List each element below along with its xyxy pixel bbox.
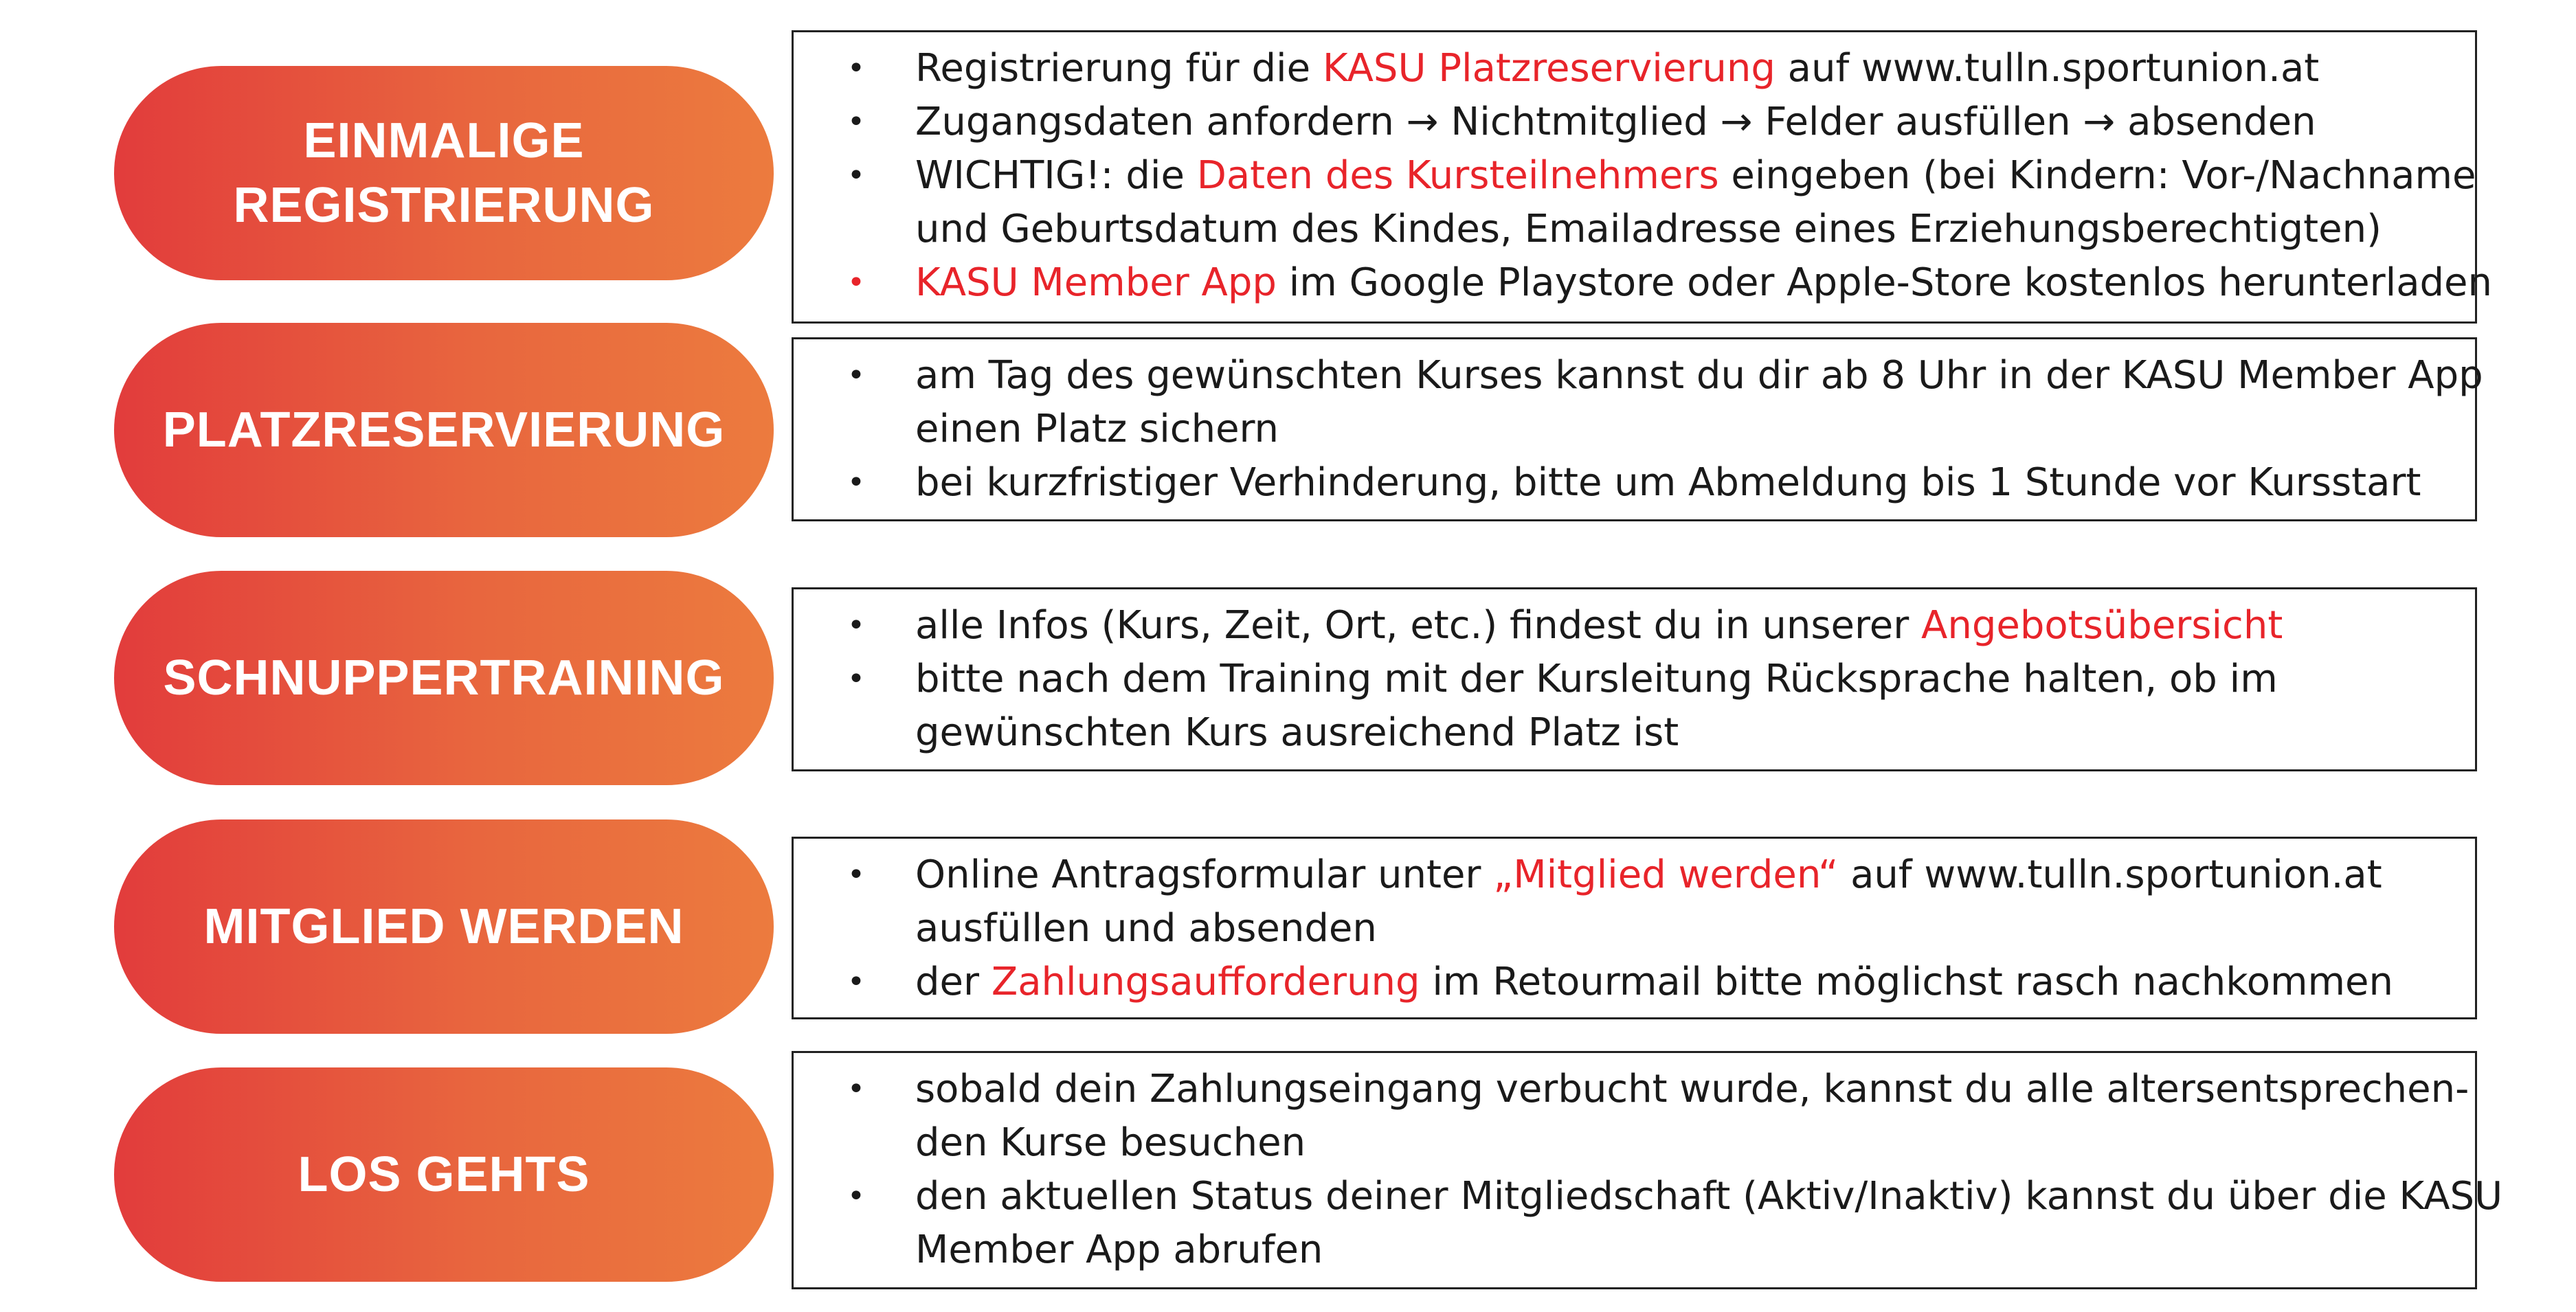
list-item: • Online Antragsformular unter „Mitglied werden“ auf www.tulln.sportunion.at ausfüllen und absenden (821, 848, 2448, 955)
bullet-icon: • (847, 51, 865, 86)
bullet-list (821, 349, 2483, 510)
step-info-box-platzreservierung (792, 337, 2483, 521)
step-pill-registrierung (114, 66, 774, 280)
bullet-list (821, 848, 2448, 1009)
list-item: • der Zahlungsaufforderung im Retourmail bitte möglichst rasch nachkommen (821, 955, 2448, 1009)
list-item: • WICHTIG!: die Daten des Kursteilnehmers eingeben (bei Kindern: Vor-/Nachname und Geburtsdatum des Kindes, Emailadresse eines Erziehungsberechtigten) (821, 149, 2448, 256)
highlight-text: Zahlungsaufforderung (991, 960, 1420, 1004)
step-title (233, 109, 654, 238)
bullet-icon: • (847, 465, 865, 500)
step-pill-los-gehts (114, 1067, 774, 1282)
highlight-link: „Mitglied werden“ (1493, 852, 1839, 897)
step-pill-platzreservierung (114, 323, 774, 537)
list-item: • den aktuellen Status deiner Mitgliedschaft (Aktiv/Inaktiv) kannst du über die KASU Member App abrufen (821, 1170, 2448, 1277)
bullet-icon: • (847, 104, 865, 139)
list-item: • Registrierung für die KASU Platzreservierung auf www.tulln.sportunion.at (821, 42, 2448, 95)
list-item: • am Tag des gewünschten Kurses kannst du dir ab 8 Uhr in der KASU Member App einen Platz sichern (821, 349, 2448, 456)
bullet-icon: • (847, 158, 865, 193)
step-title: LOS GEHTS (298, 1147, 590, 1202)
list-item: • KASU Member App im Google Playstore oder Apple-Store kostenlos herunterladen (821, 256, 2448, 310)
highlight-text: KASU Member App (915, 260, 1277, 305)
step-info-box-los-gehts (792, 1051, 2503, 1289)
bullet-list (821, 599, 2448, 760)
step-info-box-schnuppertraining (792, 587, 2477, 771)
bullet-icon: • (847, 1179, 865, 1214)
step-pill-schnuppertraining (114, 571, 774, 785)
bullet-icon: • (847, 964, 865, 999)
bullet-icon: • (847, 1072, 865, 1107)
highlight-link: KASU Platzreservierung (1322, 46, 1776, 91)
bullet-icon: • (847, 857, 865, 892)
list-item: • sobald dein Zahlungseingang verbucht wurde, kannst du alle altersentsprechen- den Kurse besuchen (821, 1063, 2448, 1170)
list-item: • bei kurzfristiger Verhinderung, bitte um Abmeldung bis 1 Stunde vor Kursstart (821, 456, 2448, 510)
step-title: SCHNUPPERTRAINING (163, 651, 725, 705)
list-item: • alle Infos (Kurs, Zeit, Ort, etc.) findest du in unserer Angebotsübersicht (821, 599, 2448, 653)
step-info-box-registrierung (792, 30, 2492, 324)
step-title-line: REGISTRIERUNG (233, 178, 655, 233)
list-item: • bitte nach dem Training mit der Kursleitung Rücksprache halten, ob im gewünschten Kurs ausreichend Platz ist (821, 653, 2448, 760)
step-title: MITGLIED WERDEN (203, 899, 684, 954)
highlight-link: Angebotsübersicht (1921, 603, 2283, 648)
step-pill-mitglied-werden (114, 819, 774, 1034)
bullet-list (821, 42, 2492, 310)
step-info-box-mitglied-werden (792, 837, 2477, 1019)
bullet-list (821, 1063, 2503, 1277)
bullet-icon: • (847, 358, 865, 393)
step-title: PLATZRESERVIERUNG (162, 403, 726, 457)
list-item: • Zugangsdaten anfordern → Nichtmitglied → Felder ausfüllen → absenden (821, 95, 2448, 149)
highlight-text: Daten des Kursteilnehmers (1196, 153, 1719, 198)
bullet-icon: • (847, 265, 865, 300)
bullet-icon: • (847, 661, 865, 697)
step-title-line: EINMALIGE (303, 113, 585, 168)
bullet-icon: • (847, 608, 865, 643)
